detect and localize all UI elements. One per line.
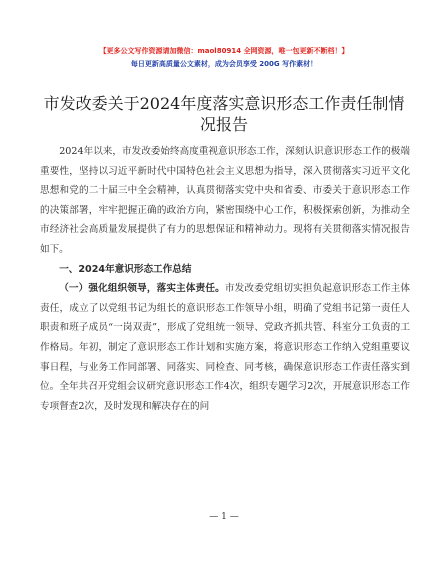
promo-banner-line-2: 每日更新高质量公文素材，成为会员享受 200G 写作素材！ [130,60,318,68]
promo-banner-line-1: 【更多公文写作资源请加微信：maol80914 全网资源，唯一包更新不断档！】 [99,47,349,55]
document-title: 市发改委关于2024年度落实意识形态工作责任制情况报告 [43,94,405,134]
page-number: — 1 — [209,512,239,522]
item-1-text: 市发改委党组切实担负起意识形态工作主体责任，成立了以党组书记为组长的意识形态工作领导小组，明确了党组书记第一责任人职责和班子成员“一岗双责”，形成了党组统一领导、党政齐抓共管、科室分工负责的工作格局。年初，制定了意识形态工作计划和实施方案，将意识形态工作纳入党组重要议事日程，与业务工作同部署、同落实、同检查、同考核，确保意识形态工作责任落实到位。全年共召开党组会议研究意识形态工作4次，组织专题学习2次，开展意识形态工作专项督查2次，及时发现和解决存在的问 [40,283,410,412]
item-1-lead: （一）强化组织领导，落实主体责任。 [59,283,225,295]
document-body [40,142,410,416]
item-1-paragraph [40,279,410,416]
intro-paragraph: 2024年以来，市发改委始终高度重视意识形态工作，深刻认识意识形态工作的极端重要性，坚持以习近平新时代中国特色社会主义思想为指导，深入贯彻落实习近平文化思想和党的二十届三中全会精神，认真贯彻落实党中央和省委、市委关于意识形态工作的决策部署，牢牢把握正确的政治方向，紧密围绕中心工作，积极探索创新，为推动全市经济社会高质量发展提供了有力的思想保证和精神动力。现将有关贯彻落实情况报告如下。 [40,146,410,255]
section-heading-1: 一、2024年意识形态工作总结 [59,263,192,275]
